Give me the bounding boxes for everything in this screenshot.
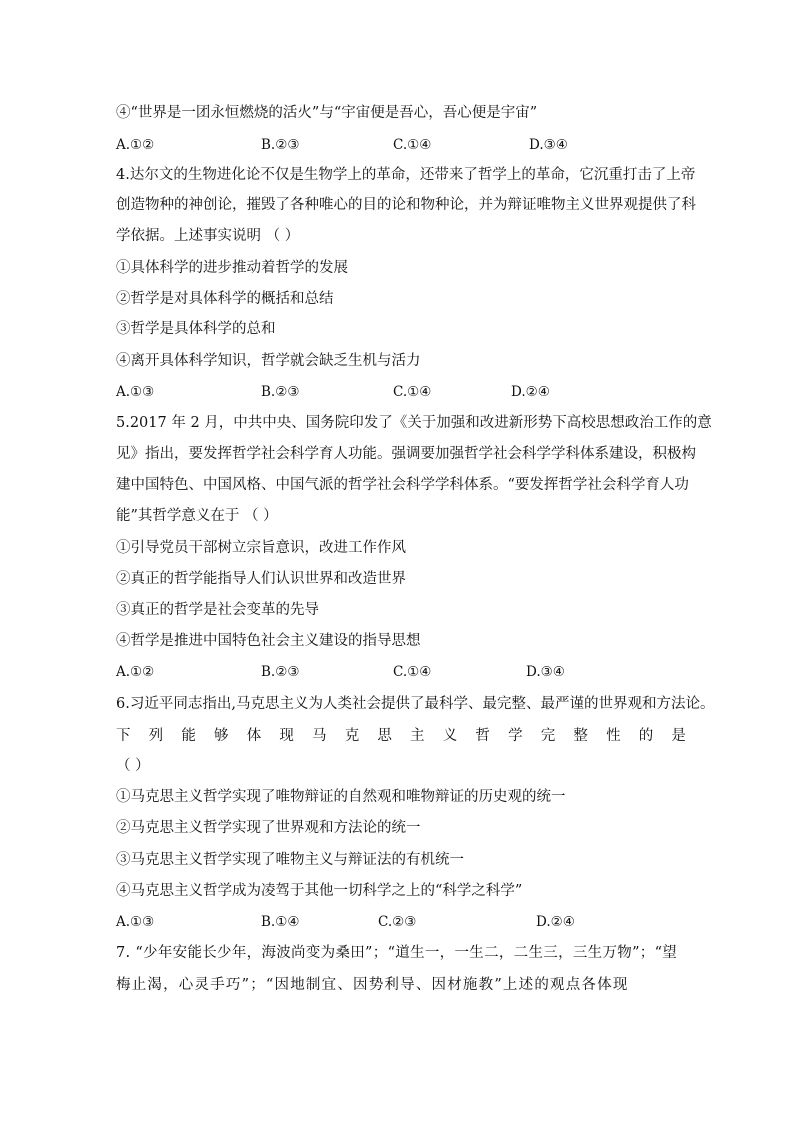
question-5-stem-line-4: 能”其哲学意义在于 （ ） bbox=[116, 508, 278, 524]
question-5-statement-4: ④哲学是推进中国特色社会主义建设的指导思想 bbox=[116, 633, 421, 649]
question-6-answer-blank: （ ） bbox=[116, 758, 150, 774]
answer-option-a: A.①③ bbox=[116, 384, 155, 400]
question-5-statement-3: ③真正的哲学是社会变革的先导 bbox=[116, 602, 319, 618]
question-6-statement-4: ④马克思主义哲学成为凌驾于其他一切科学之上的“科学之科学” bbox=[116, 883, 523, 899]
question-6-answer-options bbox=[116, 912, 686, 932]
answer-option-b: B.②③ bbox=[261, 137, 300, 153]
question-4-statement-3: ③哲学是具体科学的总和 bbox=[116, 321, 276, 337]
stem-character: 义 bbox=[442, 728, 458, 744]
stem-character: 主 bbox=[410, 728, 425, 744]
question-5-stem-line-2: 见》指出，要发挥哲学社会科学育人功能。强调要加强哲学社会科学学科体系建设，积极构 bbox=[116, 446, 696, 462]
question-5-stem-line-3: 建中国特色、中国风格、中国气派的哲学社会科学学科体系。“要发挥哲学社会科学育人功 bbox=[116, 477, 689, 493]
question-4-stem-line-2: 创造物种的神创论，摧毁了各种唯心的目的论和物种论，并为辩证唯物主义世界观提供了科 bbox=[116, 197, 696, 213]
question-5-statement-2: ②真正的哲学能指导人们认识世界和改造世界 bbox=[116, 571, 406, 587]
stem-character: 马 bbox=[312, 728, 327, 744]
question-7-stem-line-1: 7. “少年安能长少年，海波尚变为桑田”；“道生一，一生二，二生三，三生万物”；“望 bbox=[116, 945, 678, 961]
stem-character: 够 bbox=[214, 728, 229, 744]
stem-character: 下 bbox=[116, 728, 131, 744]
stem-character: 体 bbox=[246, 728, 262, 744]
stem-character: 哲 bbox=[475, 728, 490, 744]
stem-character: 列 bbox=[148, 728, 164, 744]
answer-option-d: D.②④ bbox=[536, 914, 575, 930]
answer-option-d: D.③④ bbox=[526, 664, 565, 680]
question-3-answer-options bbox=[116, 135, 686, 155]
question-6-stem-line-2 bbox=[116, 726, 686, 746]
stem-character: 克 bbox=[344, 728, 360, 744]
stem-character: 完 bbox=[540, 728, 556, 744]
question-5-statement-1: ①引导党员干部树立宗旨意识，改进工作作风 bbox=[116, 540, 406, 556]
question-6-statement-3: ③马克思主义哲学实现了唯物主义与辩证法的有机统一 bbox=[116, 852, 464, 868]
stem-character: 的 bbox=[638, 728, 654, 744]
stem-character: 学 bbox=[508, 728, 523, 744]
stem-character: 现 bbox=[279, 728, 294, 744]
question-4-stem-line-3: 学依据。上述事实说明 （ ） bbox=[116, 228, 300, 244]
answer-option-b: B.①④ bbox=[261, 914, 300, 930]
stem-character: 性 bbox=[606, 728, 621, 744]
answer-option-c: C.①④ bbox=[393, 384, 432, 400]
question-4-answer-options bbox=[116, 382, 686, 402]
answer-option-a: A.①③ bbox=[116, 914, 155, 930]
question-6-statement-2: ②马克思主义哲学实现了世界观和方法论的统一 bbox=[116, 820, 421, 836]
answer-option-b: B.②③ bbox=[261, 664, 300, 680]
question-4-statement-1: ①具体科学的进步推动着哲学的发展 bbox=[116, 260, 348, 276]
stem-character: 是 bbox=[671, 728, 686, 744]
question-4-statement-4: ④离开具体科学知识，哲学就会缺乏生机与活力 bbox=[116, 353, 421, 369]
question-4-statement-2: ②哲学是对具体科学的概括和总结 bbox=[116, 291, 334, 307]
answer-option-c: C.①④ bbox=[393, 137, 432, 153]
answer-option-c: C.②③ bbox=[378, 914, 417, 930]
answer-option-c: C.①④ bbox=[393, 664, 432, 680]
answer-option-a: A.①② bbox=[116, 664, 155, 680]
answer-option-d: D.③④ bbox=[529, 137, 568, 153]
question-6-statement-1: ①马克思主义哲学实现了唯物辩证的自然观和唯物辩证的历史观的统一 bbox=[116, 789, 566, 805]
stem-character: 能 bbox=[181, 728, 196, 744]
question-5-stem-line-1: 5.2017 年 2 月，中共中央、国务院印发了《关于加强和改进新形势下高校思想政治工作的意 bbox=[116, 415, 712, 431]
question-4-stem-line-1: 4.达尔文的生物进化论不仅是生物学上的革命，还带来了哲学上的革命，它沉重打击了上帝 bbox=[116, 167, 696, 183]
answer-option-b: B.②③ bbox=[261, 384, 300, 400]
answer-option-d: D.②④ bbox=[511, 384, 550, 400]
stem-character: 整 bbox=[573, 728, 588, 744]
question-5-answer-options bbox=[116, 662, 686, 682]
question-7-stem-line-2: 梅止渴，心灵手巧”；“因地制宜、因势利导、因材施教”上述的观点各体现 bbox=[116, 977, 629, 993]
question-3-option-statement-4: ④“世界是一团永恒燃烧的活火”与“宇宙便是吾心，吾心便是宇宙” bbox=[116, 105, 538, 121]
stem-character: 思 bbox=[377, 728, 392, 744]
answer-option-a: A.①② bbox=[116, 137, 155, 153]
question-6-stem-line-1: 6.习近平同志指出,马克思主义为人类社会提供了最科学、最完整、最严谨的世界观和方法论。 bbox=[116, 696, 715, 712]
